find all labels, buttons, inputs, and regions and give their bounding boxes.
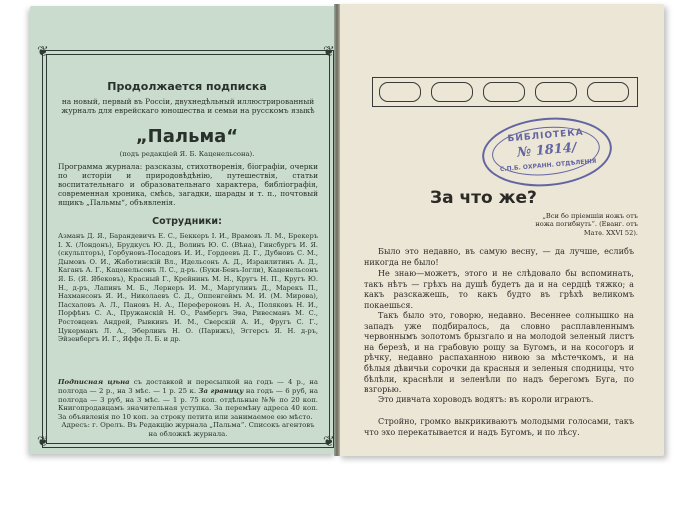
price-heading: Подписная цѣна	[58, 378, 130, 386]
stamp-number: № 1814/	[516, 140, 578, 161]
paragraph-1: Было это недавно, въ самую весну, — да лучше, еслибъ никогда не было!	[364, 246, 634, 267]
subscription-heading: Продолжается подписка	[107, 80, 267, 93]
ornament-cell	[535, 82, 577, 102]
editor-line: (подъ редакціей Я. Б. Каценельсона).	[119, 150, 255, 158]
stamp-bottom-text: С.П.Б. ОХРАНН. ОТДѢЛЕНІЯ	[499, 157, 597, 174]
abroad-heading: За границу	[198, 386, 244, 395]
ornament-cell	[379, 82, 421, 102]
price-block	[58, 378, 318, 422]
story-title: За что же?	[430, 188, 537, 208]
program-text: Программа журнала: разсказы, стихотворенія, біографіи, очерки по исторіи и природовѣдѣнію, путешествія, статьи воспитательнаго и образовательнаго характера, библіографія, современная хроника, смѣсь, загадки, шарады и т. п., почтовый ящикъ „Пальмы“, объявленія.	[58, 162, 318, 208]
paragraph-3: Такъ было это, говорю, недавно. Весеннее солнышко на западъ уже подбиралось, да словно расплавленнымъ червоннымъ золотомъ брызгало и на молодой зеленый листъ на березѣ, и на грабовую рощу за Бугомъ, и на косогоръ и рѣчку, недавно распаханною нивою за мѣстечкомъ, и на бѣлыя дѣвичьи сорочки да красныя и зеленыя сподницы, что бѣлѣли, краснѣли и зеленѣли по надъ берегомъ Буга, по взгорью.	[364, 310, 634, 395]
staff-list: Азманъ Д. Я., Барандевичъ Е. С., Беккеръ І. И., Врамовъ Л. М., Брекеръ І. Х. (Лондонъ), Брудкусъ Ю. Д., Волинъ Ю. С. (Вѣна), Гинсбургъ И. Я. (скульпторъ), Горбуновъ-Посадовъ И. И., Гордеевъ Д. Г., Дубновъ С. М., Дымовъ О. И., Жаботинскій Вл., Идельсонъ А. Д., Израилитинъ А. Д., Каганъ А. Г., Каценельсонъ Л. С., д-ръ. (Буки-Бенъ-Іогли), Каценельсонъ Я. Б. (Я. Ябековъ), Красный Г., Крейнинъ М. Н., Кругъ Н. П., Кругъ Ю. Н., д-ръ, Лапинъ М. Б., Лернеръ И. М., Маргулинъ Д., Марекъ П., Нахмансонъ Я. И., Николаевъ С. Д., Оппенгеймъ М. И. (М. Мирова), Пасхаловъ А. Л., Пановъ Н. А., Перефероновъ Н. А., Поляковъ Н. И., Порфѣнъ С. А., Пружанскій Н. О., Рамбергъ Эва, Ривесманъ М. С., Ростовцевъ Андрей, Рывкинъ И. М., Сверскій А. И., Фругъ С. Г., Цукерманъ Л. А., Эберлинъ Н. О. (Парижъ), Эггерсъ Я. Н. д-ръ, Эйзенбергъ И. Г., Яффе Л. Б. и др.	[58, 232, 318, 344]
staff-heading: Сотрудники:	[152, 216, 222, 227]
abroad-text: на годъ — 6 руб, на полгода — 3 руб, на 3 мѣс. — 1 р. 75 коп. отдѣльные №№ по 20 коп. Книгопродавцамъ значительная уступка. За перемѣну адреса 40 коп. За объявленія по 10 коп. за строку петита или занимаемое ею мѣсто.	[58, 386, 318, 422]
corner-ornament-icon: ❦	[37, 434, 49, 450]
epigraph: „Вси бо пріемшіи ножъ отъ ножа погибнуть“. (Еванг. отъ Матѳ. XXVI 52).	[535, 212, 638, 237]
intro-text: на новый, первый въ Россіи, двухнедѣльный иллюстрированный журналъ для еврейскаго юношества и семьи на русскомъ языкѣ	[61, 97, 315, 116]
book-gutter	[334, 4, 340, 456]
ornament-cell	[587, 82, 629, 102]
journal-title: „Пальма“	[135, 126, 239, 147]
address-text: Адресъ: г. Орелъ. Въ Редакцію журнала „Пальма“. Списокъ агентовъ на обложкѣ журнала.	[61, 421, 315, 438]
ornament-cell	[431, 82, 473, 102]
corner-ornament-icon: ❦	[323, 44, 335, 60]
ornament-cell	[483, 82, 525, 102]
paragraph-2: Не знаю—можетъ, этого и не слѣдовало бы вспоминать, такъ нѣтъ — грѣхъ на душѣ будетъ да и на сердцѣ тяжко; а какъ разскажешь, то какъ будто въ грѣхѣ великомъ покаешься.	[364, 268, 634, 310]
paragraph-5: Стройно, громко выкрикиваютъ молодыми голосами, такъ что эхо перекатывается и надъ Бугомъ, и по лѣсу.	[364, 416, 634, 437]
price-text: съ доставкой и пересылкой на годъ — 4 р., на полгода — 2 р., на 3 мѣс. — 1 р. 25 к.	[58, 378, 318, 395]
paragraph-4: Это дивчата хороводъ водятъ: въ короли играютъ.	[378, 394, 594, 404]
ornamental-band	[372, 77, 638, 107]
corner-ornament-icon: ❦	[323, 434, 335, 450]
stamp-top-text: БИБЛІОТЕКА	[507, 127, 585, 145]
corner-ornament-icon: ❦	[37, 44, 49, 60]
